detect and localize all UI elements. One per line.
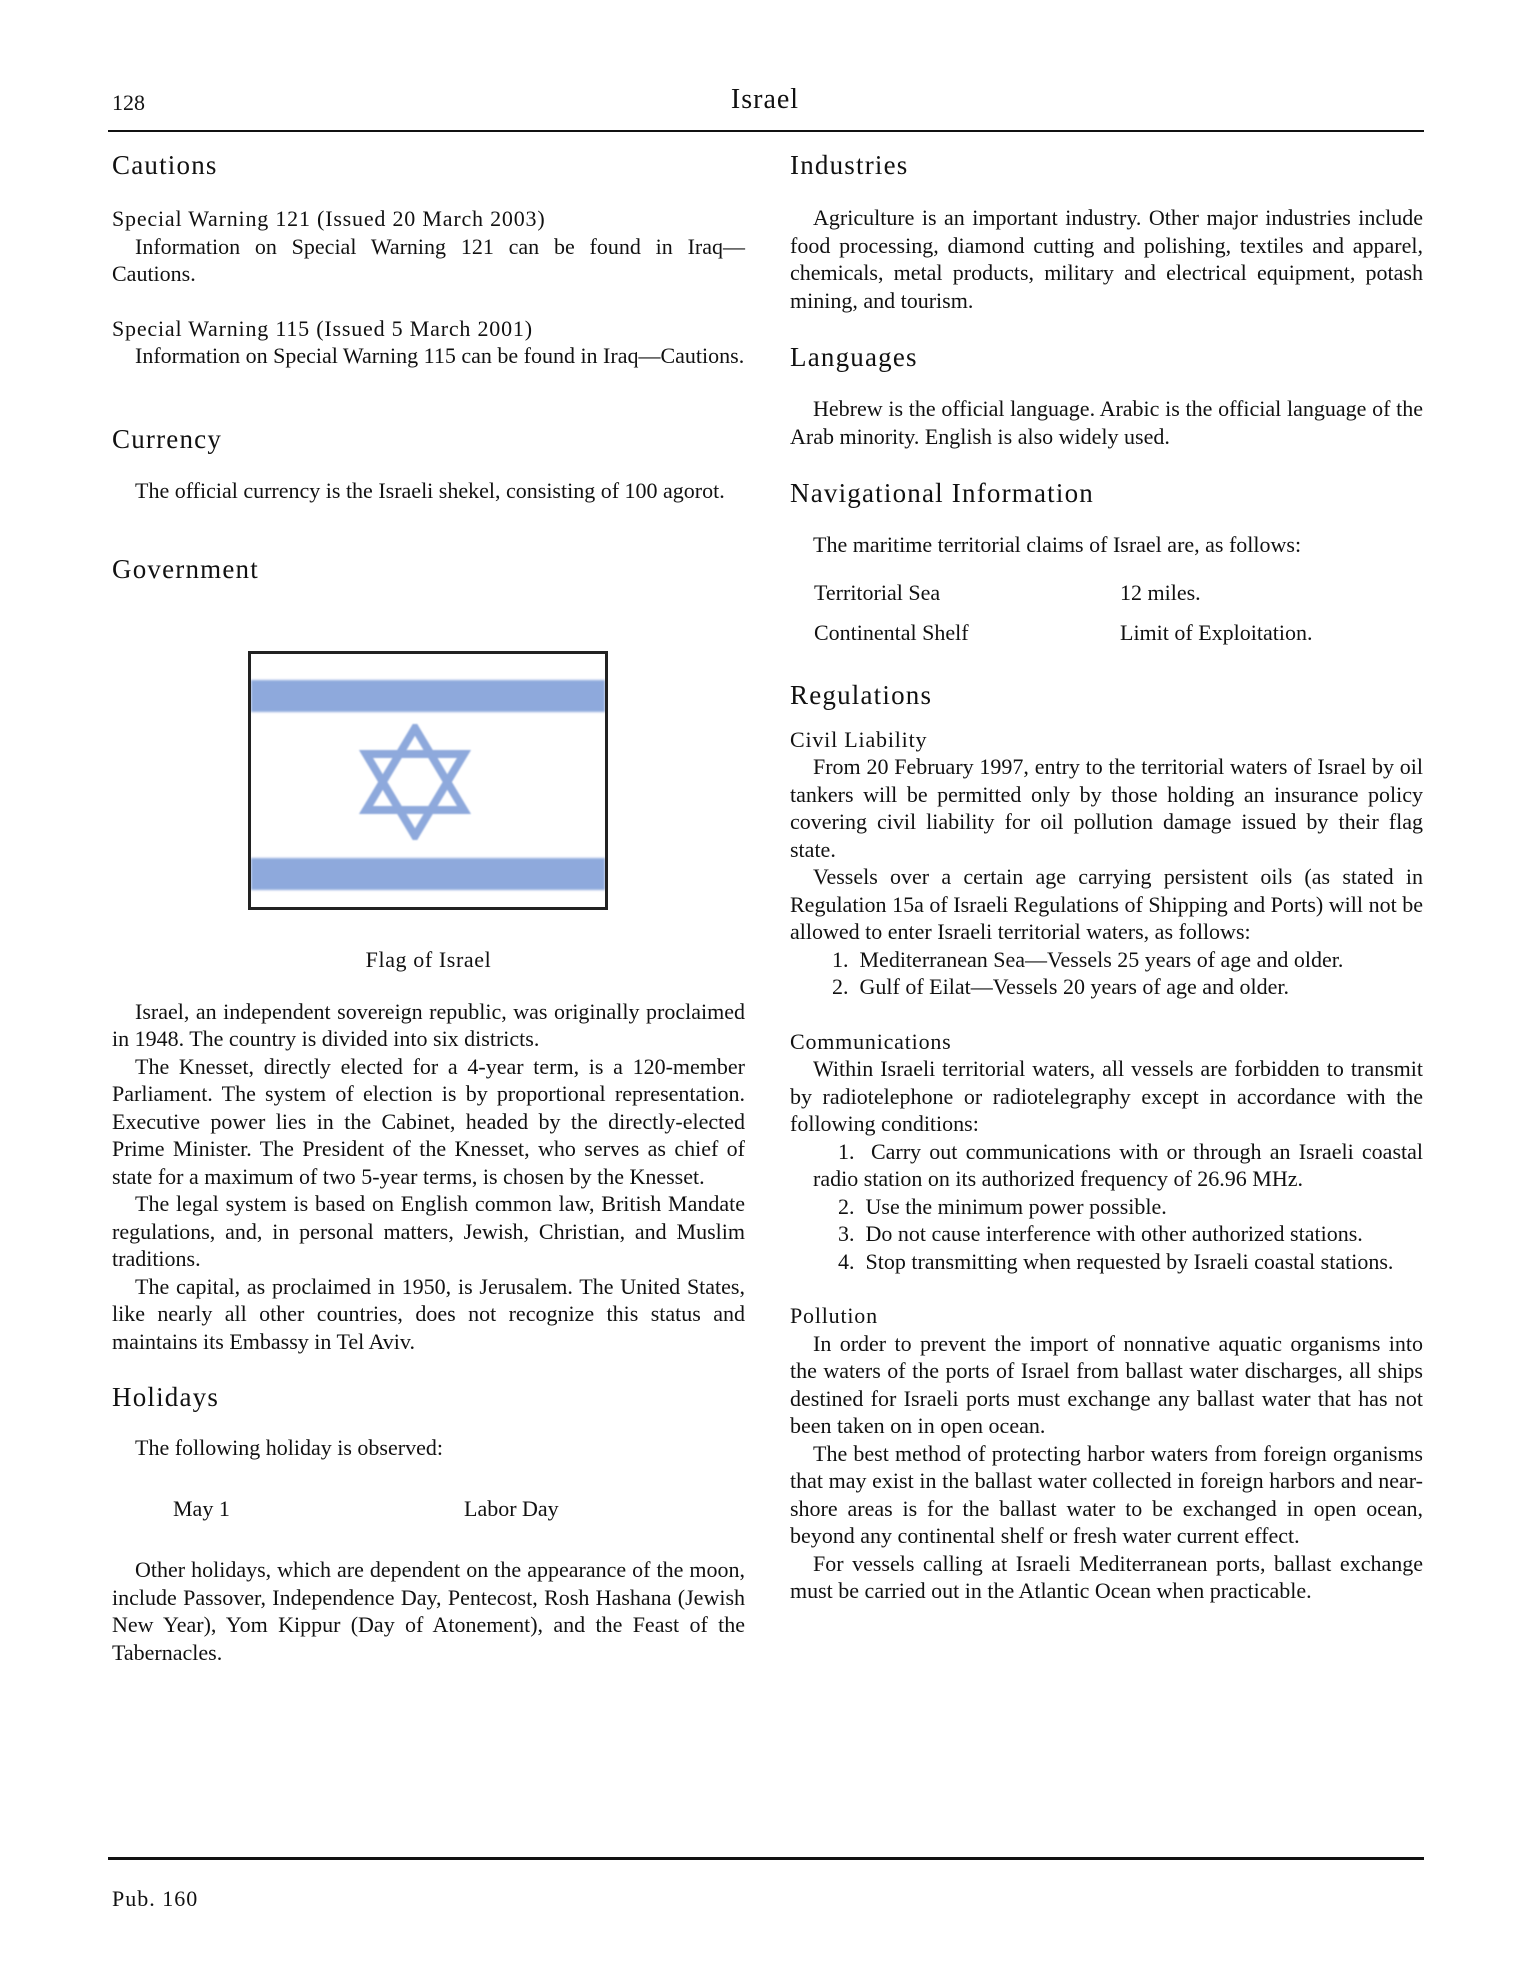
publication-footer: Pub. 160: [112, 1886, 199, 1911]
pollution-paragraph-1: In order to prevent the import of nonnative aquatic organisms into the waters of the ports of Israel from ballast water discharges, all ships destined for Israeli ports must exchange any ballast water that has not been taken on in open ocean.: [790, 1330, 1423, 1438]
civil-liability-item-2: 2. Gulf of Eilat—Vessels 20 years of age and older.: [832, 974, 1289, 999]
communications-item-2: 2. Use the minimum power possible.: [838, 1193, 1167, 1219]
navigational-heading: Navigational Information: [790, 478, 1094, 508]
government-paragraph-1: Israel, an independent sovereign republic, was originally proclaimed in 1948. The country is divided into six districts.: [112, 998, 745, 1051]
currency-heading: Currency: [112, 423, 223, 454]
warning-121-title: Special Warning 121 (Issued 20 March 2003): [112, 206, 546, 231]
cautions-heading: Cautions: [112, 150, 218, 180]
languages-text: Hebrew is the official language. Arabic is the official language of the Arab minority. English is also widely used.: [790, 396, 1423, 449]
communications-title: Communications: [790, 1028, 952, 1054]
holidays-other: Other holidays, which are dependent on the appearance of the moon, include Passover, Independence Day, Pentecost, Rosh Hashana (Jewish New Year), Yom Kippur (Day of Atonement), and the Feast of the Tabernacles.: [112, 1557, 745, 1665]
star-of-david-icon: [358, 724, 472, 840]
communications-item-4: 4. Stop transmitting when requested by Israeli coastal stations.: [838, 1248, 1394, 1274]
claim-row: [790, 619, 1423, 647]
holiday-date: May 1: [173, 1495, 230, 1521]
languages-heading: Languages: [790, 342, 918, 372]
pollution-paragraph-3: For vessels calling at Israeli Mediterranean ports, ballast exchange must be carried out in the Atlantic Ocean when practicable.: [790, 1550, 1423, 1603]
footer-rule: [108, 1857, 1424, 1860]
holiday-row: [112, 1495, 745, 1523]
currency-text: The official currency is the Israeli shekel, consisting of 100 agorot.: [135, 477, 725, 503]
industries-text: Agriculture is an important industry. Other major industries include food processing, diamond cutting and polishing, textiles and apparel, chemicals, metal products, military and electrical equipment, potash mining, and tourism.: [790, 205, 1423, 313]
civil-liability-item-1: 1. Mediterranean Sea—Vessels 25 years of age and older.: [832, 946, 1344, 972]
left-column: [112, 140, 745, 1666]
warning-115-text: Information on Special Warning 115 can be found in Iraq—Cautions.: [135, 343, 745, 368]
communications-item-1: 1. Carry out communications with or through an Israeli coastal radio station on its authorized frequency of 26.96 MHz.: [813, 1138, 1423, 1191]
communications-item-3: 3. Do not cause interference with other authorized stations.: [838, 1221, 1363, 1246]
right-column: [790, 140, 1423, 1605]
civil-liability-paragraph-1: From 20 February 1997, entry to the territorial waters of Israel by oil tankers will be permitted only by those holding an insurance policy covering civil liability for oil pollution damage issued by their flag state.: [790, 754, 1423, 862]
warning-121-text: Information on Special Warning 121 can be found in Iraq—Cautions.: [112, 233, 745, 286]
government-paragraph-4: The capital, as proclaimed in 1950, is Jerusalem. The United States, like nearly all other countries, does not recognize this status and maintains its Embassy in Tel Aviv.: [112, 1273, 745, 1354]
pollution-paragraph-2: The best method of protecting harbor waters from foreign organisms that may exist in the ballast water collected in foreign harbors and near-shore areas is for the ballast water to be exchanged in open ocean, beyond any continental shelf or fresh water current effect.: [790, 1440, 1423, 1548]
government-paragraph-3: The legal system is based on English common law, British Mandate regulations, and, in personal matters, Jewish, Christian, and Muslim traditions.: [112, 1191, 745, 1271]
flag-stripe-bottom: [251, 858, 605, 890]
holidays-heading: Holidays: [112, 1382, 220, 1412]
flag-of-israel-image: [248, 651, 608, 910]
industries-heading: Industries: [790, 150, 909, 180]
communications-paragraph-1: Within Israeli territorial waters, all vessels are forbidden to transmit by radiotelephone or radiotelegraphy except in accordance with the following conditions:: [790, 1056, 1423, 1136]
holiday-name: Labor Day: [464, 1495, 559, 1521]
warning-115-title: Special Warning 115 (Issued 5 March 2001): [112, 315, 533, 341]
government-paragraph-2: The Knesset, directly elected for a 4-year term, is a 120-member Parliament. The system of election is by proportional representation. Executive power lies in the Cabinet, headed by the directly-elected Prime Minister. The President of the Knesset, who serves as chief of state for a maximum of two 5-year terms, is chosen by the Knesset.: [112, 1053, 745, 1189]
navigational-intro: The maritime territorial claims of Israel are, as follows:: [813, 532, 1302, 557]
claim-value: Limit of Exploitation.: [1120, 620, 1313, 645]
flag-caption: Flag of Israel: [365, 947, 492, 972]
civil-liability-title: Civil Liability: [790, 726, 928, 752]
running-title: Israel: [730, 84, 800, 115]
regulations-heading: Regulations: [790, 679, 933, 710]
claim-value: 12 miles.: [1120, 579, 1201, 605]
civil-liability-paragraph-2: Vessels over a certain age carrying persistent oils (as stated in Regulation 15a of Israeli Regulations of Shipping and Ports) will not be allowed to enter Israeli territorial waters, as follows:: [790, 864, 1423, 944]
page-number: 128: [112, 90, 145, 115]
header-rule: [108, 130, 1424, 132]
pollution-title: Pollution: [790, 1303, 878, 1328]
flag-figure: [112, 651, 745, 910]
claim-row: [790, 579, 1423, 607]
government-heading: Government: [112, 554, 259, 584]
flag-stripe-top: [251, 680, 605, 712]
claim-name: Territorial Sea: [814, 579, 941, 605]
holidays-intro: The following holiday is observed:: [135, 1435, 443, 1460]
claim-name: Continental Shelf: [814, 620, 969, 645]
